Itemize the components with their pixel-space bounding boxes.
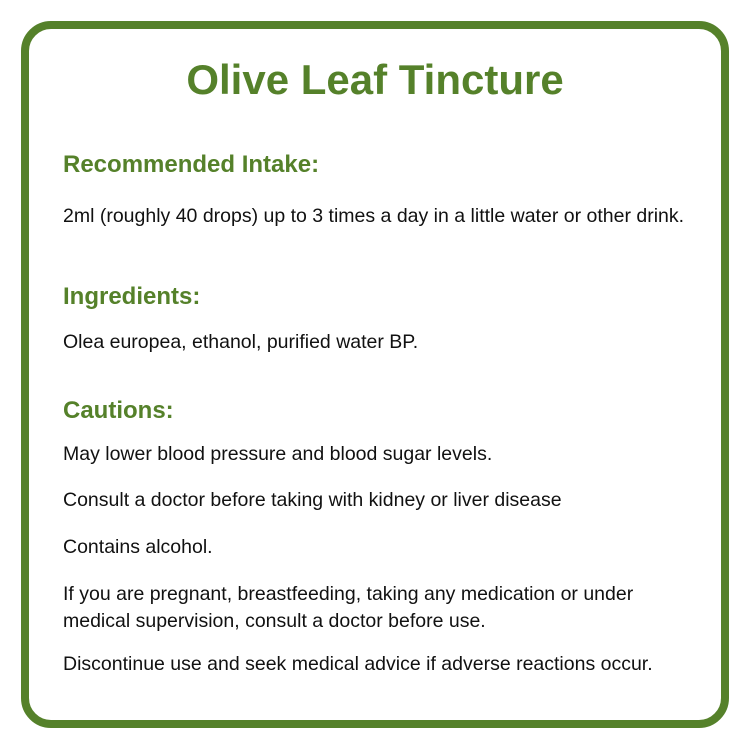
caution-item-5: Discontinue use and seek medical advice if adverse reactions occur. [63, 653, 653, 675]
intake-text: 2ml (roughly 40 drops) up to 3 times a day in a little water or other drink. [63, 205, 685, 227]
product-title: Olive Leaf Tincture [186, 56, 564, 103]
caution-item-4: If you are pregnant, breastfeeding, taking any medication or under medical supervision, consult a doctor before use. [63, 583, 634, 632]
ingredients-heading: Ingredients: [63, 283, 201, 310]
ingredients-text: Olea europea, ethanol, purified water BP. [63, 331, 419, 353]
caution-item-2: Consult a doctor before taking with kidney or liver disease [63, 489, 562, 511]
cautions-heading: Cautions: [63, 397, 174, 424]
caution-item-3: Contains alcohol. [63, 536, 213, 558]
intake-heading: Recommended Intake: [63, 151, 320, 178]
caution-item-1: May lower blood pressure and blood sugar levels. [63, 443, 493, 465]
